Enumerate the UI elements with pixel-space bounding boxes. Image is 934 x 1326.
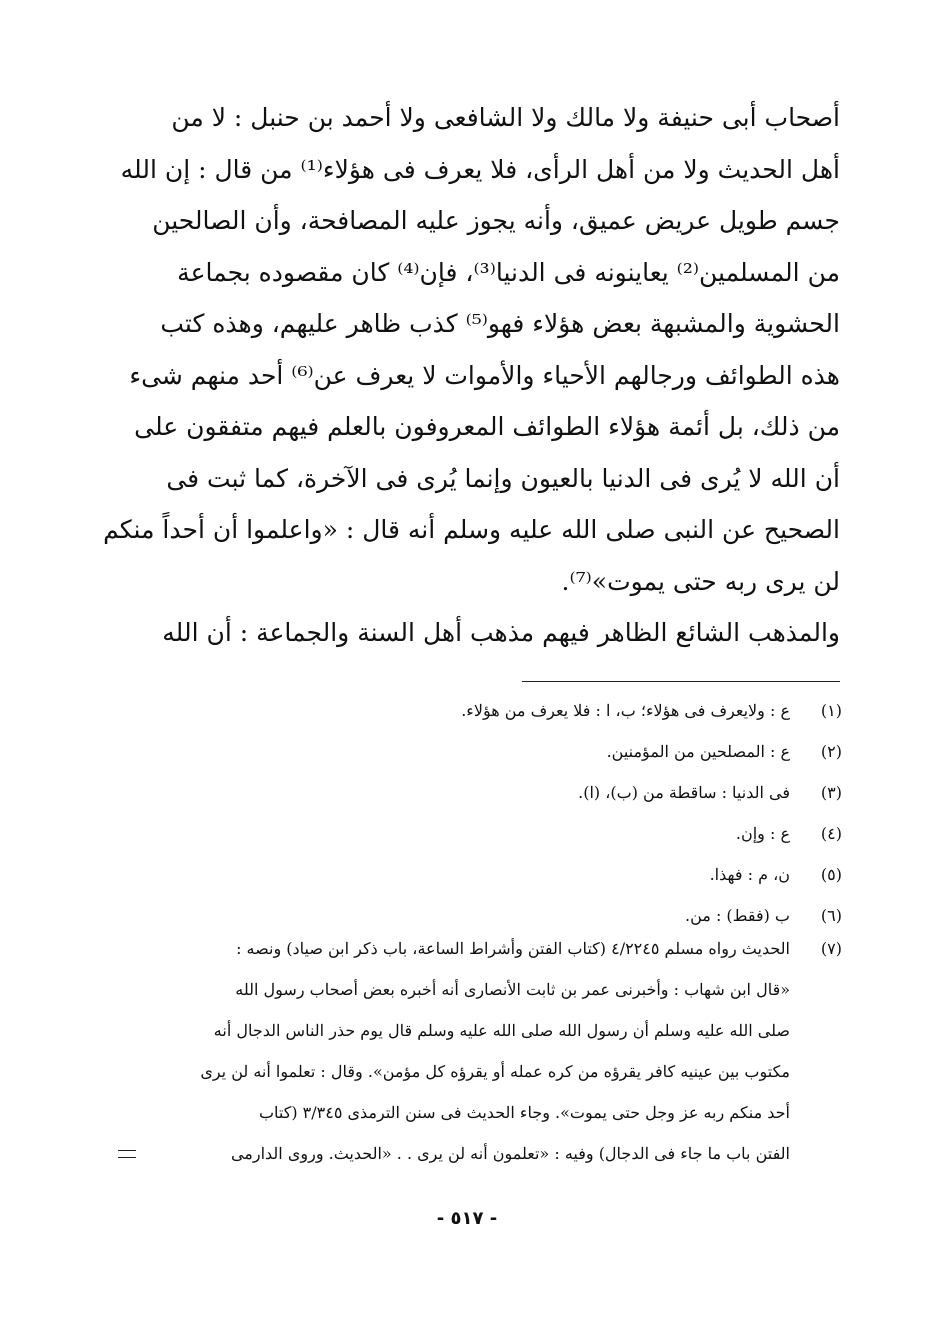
- main-text-line: أن الله لا يُرى فى الدنيا بالعيون وإنما يُرى فى الآخرة، كما ثبت فى: [166, 463, 840, 493]
- footnote-number: (٧): [820, 939, 842, 958]
- footnote-item: [160, 813, 842, 854]
- footnote-number: (٢): [820, 742, 842, 761]
- footnote-text: ع : وإن.: [735, 824, 790, 843]
- footnote-text: ن، م : فهذا.: [709, 865, 790, 884]
- footnote-number: (٣): [820, 783, 842, 802]
- main-text-block: [103, 92, 840, 659]
- footnote-7-first-line: [160, 928, 842, 969]
- page-number: - ٥١٧ -: [436, 1208, 498, 1229]
- footnote-text: ع : ولايعرف فى هؤلاء؛ ب، ا : فلا يعرف من هؤلاء.: [461, 701, 790, 720]
- footnote-number: (٤): [820, 824, 842, 843]
- footnote-7: [160, 928, 842, 1174]
- main-text-line: هذه الطوائف ورجالهم الأحياء والأموات لا يعرف عن⁽⁶⁾ أحد منهم شىء: [129, 360, 840, 390]
- footnote-text-line: «قال ابن شهاب : وأخبرنى عمر بن ثابت الأنصارى أنه أخبره بعض أصحاب رسول الله: [235, 980, 790, 999]
- footnote-number: (٥): [820, 865, 842, 884]
- footnote-text: ع : المصلحين من المؤمنين.: [606, 742, 790, 761]
- continuation-mark: [118, 1150, 136, 1158]
- footnote-text: فى الدنيا : ساقطة من (ب)، (ا).: [578, 783, 790, 802]
- footnote-text-line: الفتن باب ما جاء فى الدجال) وفيه : «تعلمون أنه لن يرى . . «الحديث. وروى الدارمى: [230, 1144, 790, 1163]
- footnote-item: [160, 772, 842, 813]
- footnote-text-line: أحد منكم ربه عز وجل حتى يموت». وجاء الحديث فى سنن الترمذى ٣/٣٤٥ (كتاب: [258, 1103, 790, 1122]
- footnotes: [160, 690, 842, 1174]
- main-text-line: أصحاب أبى حنيفة ولا مالك ولا الشافعى ولا أحمد بن حنبل : لا من: [171, 103, 840, 132]
- main-text-line: من ذلك، بل أئمة هؤلاء الطوائف المعروفون بالعلم فيهم متفقون على: [134, 412, 840, 441]
- footnote-separator: [522, 681, 840, 682]
- main-text-line: الصحيح عن النبى صلى الله عليه وسلم أنه قال : «واعلموا أن أحداً منكم: [103, 515, 840, 544]
- main-text-line: والمذهب الشائع الظاهر فيهم مذهب أهل السنة والجماعة : أن الله: [162, 618, 840, 647]
- footnote-text-line: مكتوب بين عينيه كافر يقرؤه من كره عمله أو يقرؤه كل مؤمن». وقال : تعلموا أنه لن يرى: [200, 1062, 790, 1081]
- footnote-number: (١): [820, 701, 842, 720]
- footnote-7-continuation: [160, 969, 842, 1174]
- main-text-line: أهل الحديث ولا من أهل الرأى، فلا يعرف فى هؤلاء⁽¹⁾ من قال : إن الله: [120, 154, 840, 184]
- footnote-number: (٦): [820, 906, 842, 925]
- footnote-item: [160, 690, 842, 731]
- footnote-text-line: صلى الله عليه وسلم أن رسول الله صلى الله عليه وسلم قال يوم حذر الناس الدجال أنه: [213, 1021, 790, 1040]
- main-text-line: من المسلمين⁽²⁾ يعاينونه فى الدنيا⁽³⁾، فإن⁽⁴⁾ كان مقصوده بجماعة: [177, 257, 840, 287]
- footnote-item: [160, 854, 842, 895]
- main-text-line: جسم طويل عريض عميق، وأنه يجوز عليه المصافحة، وأن الصالحين: [152, 206, 840, 235]
- footnote-text: ب (فقط) : من.: [685, 906, 790, 925]
- footnote-text: الحديث رواه مسلم ٤/٢٢٤٥ (كتاب الفتن وأشراط الساعة، باب ذكر ابن صياد) ونصه :: [236, 939, 790, 958]
- footnote-item: [160, 731, 842, 772]
- main-text-line: الحشوية والمشبهة بعض هؤلاء فهو⁽⁵⁾ كذب ظاهر عليهم، وهذه كتب: [160, 309, 840, 338]
- main-text-line: لن يرى ربه حتى يموت»⁽⁷⁾.: [561, 566, 840, 596]
